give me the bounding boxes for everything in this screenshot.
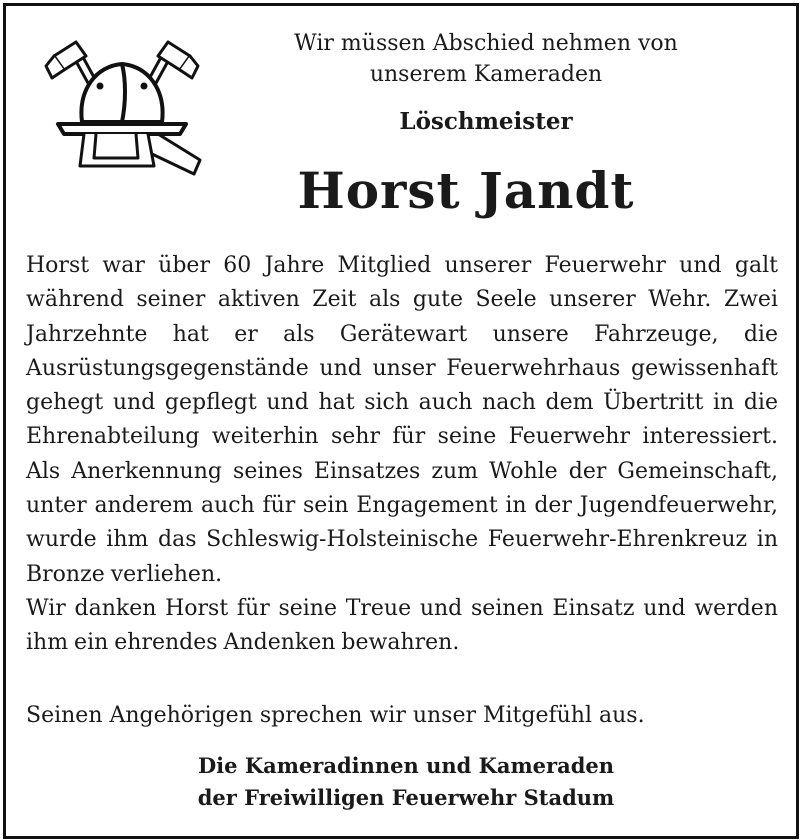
condolence-line: Seinen Angehörigen sprechen wir unser Mitgefühl aus. bbox=[26, 703, 645, 728]
intro-line-2: unserem Kameraden bbox=[369, 62, 603, 87]
tribute-text bbox=[26, 249, 778, 661]
obituary-frame bbox=[3, 3, 799, 839]
tribute-paragraph-1: Horst war über 60 Jahre Mitglied unserer Feuerwehr und galt während seiner aktiven Zeit als gute Seele unserer Wehr. Zwei Jahrzehnte hat er als Gerätewart unsere Fahrzeuge, die Ausrüstungsgegenstände und unser Feuerwehrhaus gewissenhaft gehegt und gepflegt und hat sich auch nach dem Übertritt in die Ehrenabteilung weiterhin sehr für seine Feuerwehr interessiert. Als Anerkennung seines Einsatzes zum Wohle der Gemeinschaft, unter anderem auch für sein Engagement in der Jugendfeuerwehr, wurde ihm das Schleswig-Holsteinische Feuerwehr-Ehrenkreuz in Bronze verliehen. bbox=[26, 253, 778, 587]
intro-line-1: Wir müssen Abschied nehmen von bbox=[294, 31, 678, 56]
fire-helmet-axes-icon bbox=[34, 26, 210, 176]
tribute-paragraph-2: Wir danken Horst für seine Treue und seinen Einsatz und werden ihm ein ehrendes Andenken bewahren. bbox=[26, 595, 778, 656]
rank-title: Löschmeister bbox=[399, 108, 573, 135]
signature bbox=[106, 750, 706, 814]
deceased-name: Horst Jandt bbox=[297, 161, 635, 220]
signature-line-2: der Freiwilligen Feuerwehr Stadum bbox=[197, 785, 615, 810]
signature-line-1: Die Kameradinnen und Kameraden bbox=[197, 753, 615, 778]
intro-text bbox=[226, 28, 746, 90]
